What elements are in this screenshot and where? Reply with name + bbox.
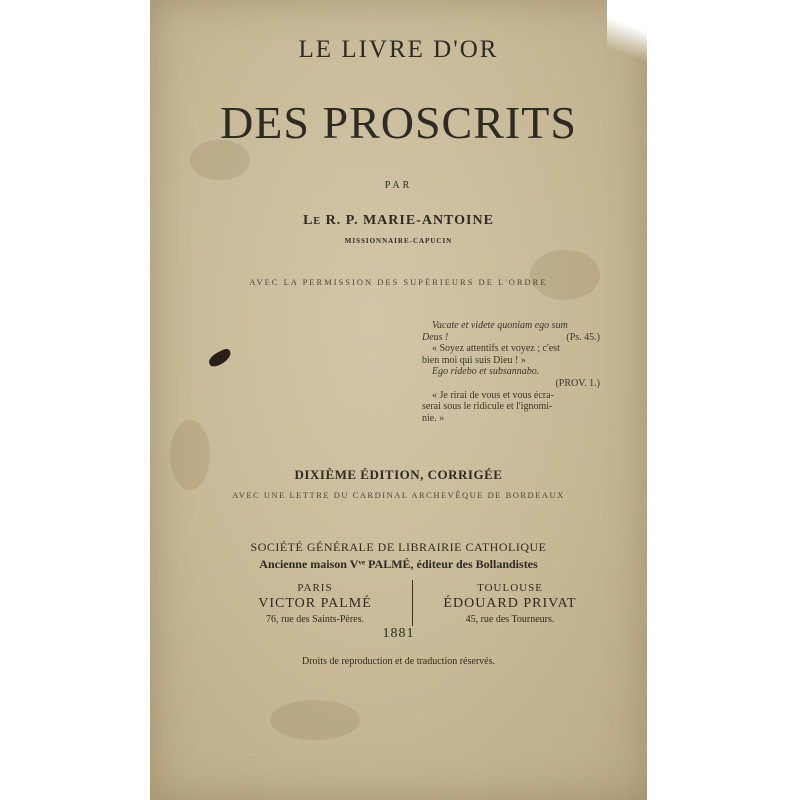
stain	[270, 700, 360, 740]
author-prefix: Le	[303, 213, 322, 228]
edition-statement: DIXIÈME ÉDITION, CORRIGÉE	[294, 467, 503, 482]
rights-notice: Droits de reproduction et de traduction réservés.	[302, 656, 495, 667]
former-house: Ancienne maison Vᵛᵉ PALMÉ, éditeur des Bollandistes	[259, 557, 538, 571]
epigraph-line: bien moi qui suis Dieu ! »	[422, 354, 526, 366]
epigraph-reference: (PROV. 1.)	[555, 377, 600, 389]
epigraph-line: nie. »	[422, 412, 445, 424]
author-role: MISSIONNAIRE-CAPUCIN	[344, 237, 453, 245]
epigraph-line: « Je rirai de vous et vous écra-	[432, 389, 554, 401]
title-line-1: LE LIVRE D'OR	[298, 36, 499, 63]
epigraph-line	[422, 332, 600, 344]
epigraph-line: Vacate et videte quoniam ego sum	[432, 320, 568, 331]
epigraph	[422, 320, 600, 424]
title-line-2: DES PROSCRITS	[220, 97, 577, 148]
title-page	[150, 0, 647, 800]
author-name: R. P. MARIE-ANTOINE	[325, 213, 494, 228]
publication-year: 1881	[382, 626, 415, 641]
epigraph-text: Deus !	[422, 331, 449, 343]
epigraph-reference: (Ps. 45.)	[566, 331, 600, 343]
left-publisher-address: 76, rue des Saints-Pères.	[265, 614, 365, 625]
right-publisher-name: ÉDOUARD PRIVAT	[443, 596, 577, 611]
author	[150, 213, 647, 229]
left-publisher-name: VICTOR PALMÉ	[258, 596, 372, 611]
publisher-divider	[412, 580, 413, 626]
left-city: PARIS	[297, 582, 333, 594]
letter-note: AVEC UNE LETTRE DU CARDINAL ARCHEVÊQUE DE BORDEAUX	[232, 490, 565, 500]
epigraph-line: serai sous le ridicule et l'ignomi-	[422, 401, 553, 413]
right-publisher-address: 45, rue des Tourneurs.	[465, 614, 555, 625]
publisher-society: SOCIÉTÉ GÉNÉRALE DE LIBRAIRIE CATHOLIQUE	[250, 540, 547, 554]
stain	[530, 250, 600, 300]
epigraph-line: « Soyez attentifs et voyez ; c'est	[432, 343, 560, 355]
epigraph-line: Ego ridebo et subsannabo.	[432, 366, 540, 378]
by-label: PAR	[384, 180, 413, 191]
ink-blot	[207, 347, 234, 369]
epigraph-line	[422, 378, 600, 390]
right-city: TOULOUSE	[477, 582, 543, 594]
permission-note: AVEC LA PERMISSION DES SUPÉRIEURS DE L'ORDRE	[249, 277, 548, 287]
